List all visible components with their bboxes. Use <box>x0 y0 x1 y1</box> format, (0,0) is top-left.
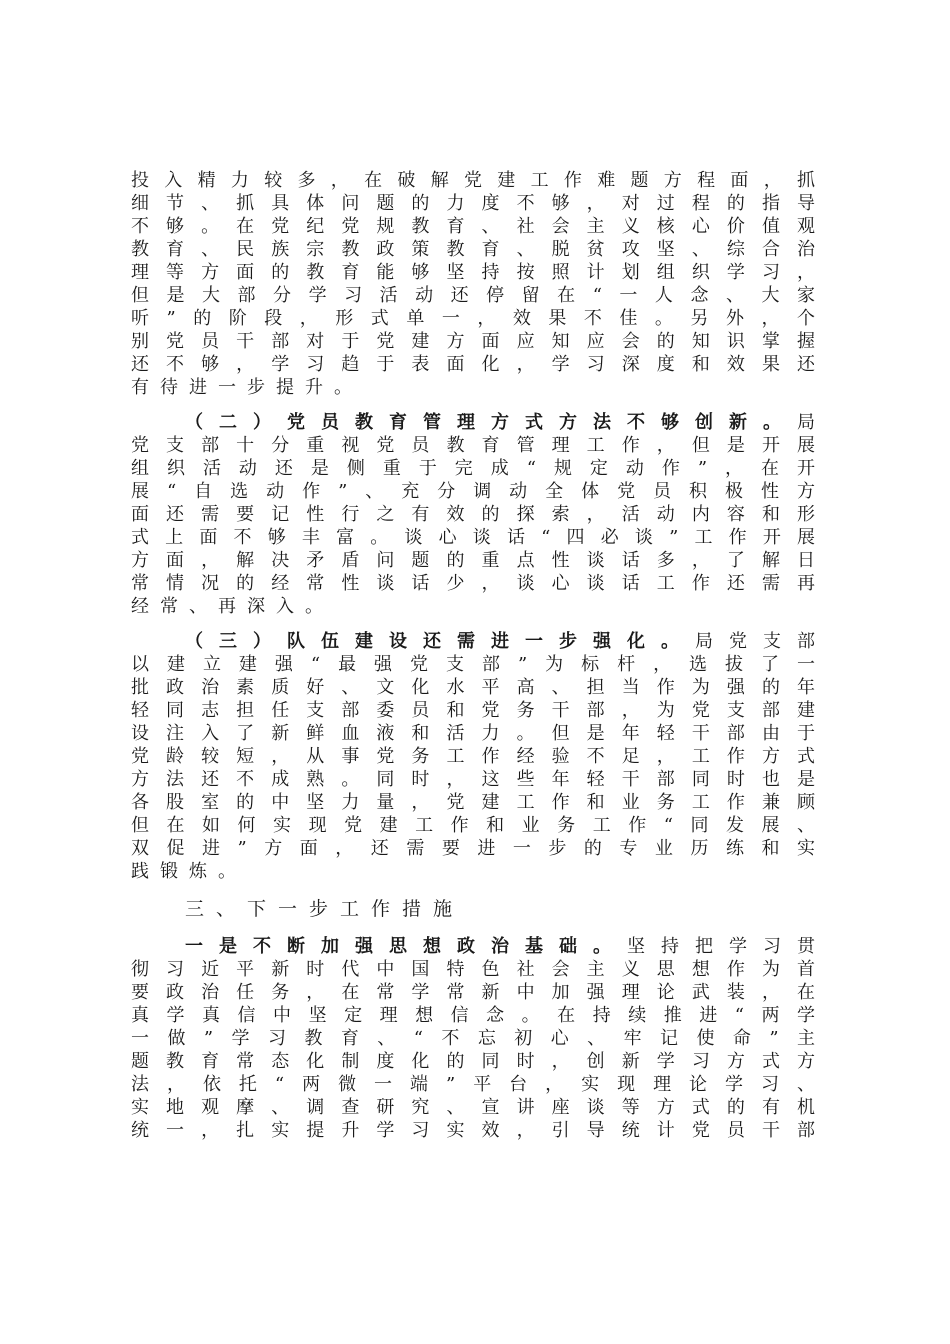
text-line: 细节、抓具体问题的力度不够，对过程的指导 <box>131 193 815 214</box>
text-line: 式上面不够丰富。谈心谈话“四必谈”工作开展 <box>131 527 815 548</box>
subheading-line <box>185 411 831 434</box>
text-line: 别党员干部对于党建方面应知应会的知识掌握 <box>131 331 815 352</box>
subheading-continuation: 坚持把学习贯 <box>627 936 831 957</box>
text-line: 面还需要记性行之有效的探索，活动内容和形 <box>131 504 815 525</box>
text-line: 题教育常态化制度化的同时，创新学习方式方 <box>131 1051 815 1072</box>
text-line: 投入精力较多，在破解党建工作难题方程面，抓 <box>131 170 815 191</box>
subheading: 一是不断加强思想政治基础。 <box>185 936 627 957</box>
text-line: 但是大部分学习活动还停留在“一人念、大家 <box>131 285 815 306</box>
text-line: 常情况的经常性谈话少，谈心谈话工作还需再 <box>131 573 815 594</box>
text-line: 法，依托“两微一端”平台，实现理论学习、 <box>131 1074 815 1095</box>
text-line: 要政治任务，在常学常新中加强理论武装，在 <box>131 982 815 1003</box>
text-line: 方法还不成熟。同时，这些年轻干部同时也是 <box>131 769 815 790</box>
text-line: 践锻炼。 <box>131 861 247 882</box>
text-line: 不够。在党纪党规教育、社会主义核心价值观 <box>131 216 815 237</box>
text-line: 设注入了新鲜血液和活力。但是年轻干部由于 <box>131 723 815 744</box>
subheading: （二）党员教育管理方式方法不够创新。 <box>185 412 797 433</box>
text-line: 一做”学习教育、“不忘初心、牢记使命”主 <box>131 1028 815 1049</box>
subheading-continuation: 局党支部 <box>695 631 831 652</box>
subheading-line <box>185 935 831 958</box>
text-line: 展“自选动作”、充分调动全体党员积极性方 <box>131 481 815 502</box>
text-line: 组织活动还是侧重于完成“规定动作”，在开 <box>131 458 815 479</box>
text-line: 党龄较短，从事党务工作经验不足，工作方式 <box>131 746 815 767</box>
text-line: 双促进”方面，还需要进一步的专业历练和实 <box>131 838 815 859</box>
text-line: 各股室的中坚力量，党建工作和业务工作兼顾 <box>131 792 815 813</box>
text-line: 经常、再深入。 <box>131 596 334 617</box>
subheading-line <box>185 630 831 653</box>
section-title: 三、下一步工作措施 <box>185 898 465 920</box>
text-line: 党支部十分重视党员教育管理工作，但是开展 <box>131 435 815 456</box>
text-line: 听”的阶段，形式单一，效果不佳。另外，个 <box>131 308 815 329</box>
text-line: 轻同志担任支部委员和党务干部，为党支部建 <box>131 700 815 721</box>
text-line: 方面，解决矛盾问题的重点性谈话多，了解日 <box>131 550 815 571</box>
text-line: 理等方面的教育能够坚持按照计划组织学习， <box>131 262 815 283</box>
text-line: 有待进一步提升。 <box>131 377 363 398</box>
text-line: 彻习近平新时代中国特色社会主义思想作为首 <box>131 959 815 980</box>
subheading-continuation: 局 <box>797 412 831 433</box>
text-line: 真学真信中坚定理想信念。在持续推进“两学 <box>131 1005 815 1026</box>
text-line: 批政治素质好、文化水平高、担当作为强的年 <box>131 677 815 698</box>
text-line: 但在如何实现党建工作和业务工作“同发展、 <box>131 815 815 836</box>
text-line: 教育、民族宗教政策教育、脱贫攻坚、综合治 <box>131 239 815 260</box>
text-line: 还不够，学习趋于表面化，学习深度和效果还 <box>131 354 815 375</box>
subheading: （三）队伍建设还需进一步强化。 <box>185 631 695 652</box>
text-line: 实地观摩、调查研究、宣讲座谈等方式的有机 <box>131 1097 815 1118</box>
text-line: 统一，扎实提升学习实效，引导统计党员干部 <box>131 1120 815 1141</box>
text-line: 以建立建强“最强党支部”为标杆，选拔了一 <box>131 654 815 675</box>
